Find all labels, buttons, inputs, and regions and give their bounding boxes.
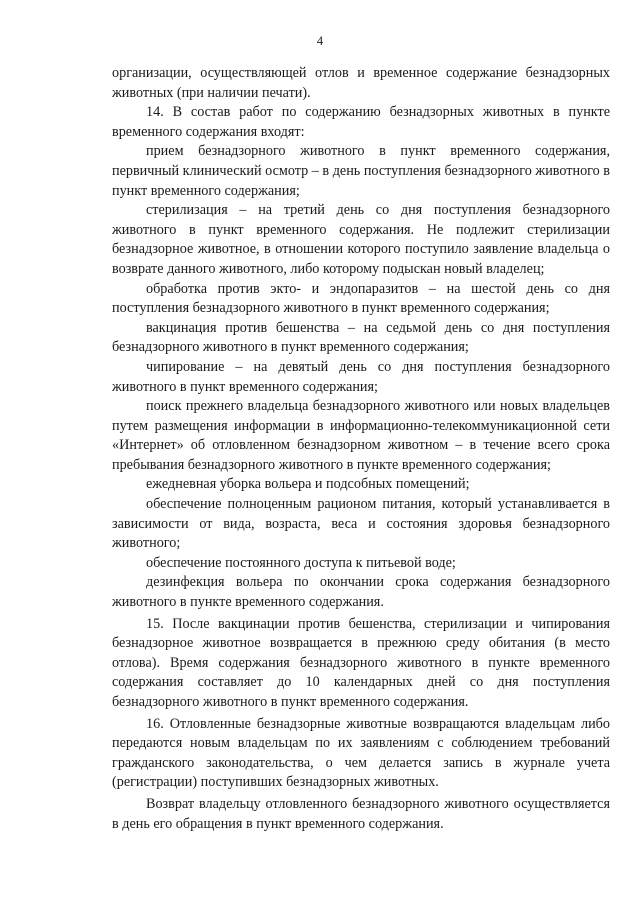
list-item-sterilization: стерилизация – на третий день со дня поступления безнадзорного животного в пункт временного содержания. Не подлежит стерилизации безнадзорное животное, в отношении которого поступило заявление владельца о возврате данного животного, либо которому подыскан новый владелец;	[112, 202, 610, 277]
list-item-water: обеспечение постоянного доступа к питьевой воде;	[146, 554, 456, 571]
list-item-owner-search: поиск прежнего владельца безнадзорного животного или новых владельцев путем размещения информации в информационно-телекоммуникационной сети «Интернет» об отловленном безнадзорном животном – в течение всего срока пребывания безнадзорного животного в пункте временного содержания;	[112, 398, 610, 473]
paragraph-continuation: организации, осуществляющей отлов и временное содержание безнадзорных животных (при наличии печати).	[112, 65, 610, 101]
paragraph-14: 14. В состав работ по содержанию безнадзорных животных в пункте временного содержания входят:	[112, 104, 610, 140]
list-item-cleaning: ежедневная уборка вольера и подсобных помещений;	[146, 476, 470, 493]
paragraph-15: 15. После вакцинации против бешенства, стерилизации и чипирования безнадзорное животное возвращается в прежнюю среду обитания (в место отлова). Время содержания безнадзорного животного в пункте временного содержания составляет до 10 календарных дней со дня поступления безнадзорного животного в пункт временного содержания.	[112, 615, 610, 710]
document-body	[112, 64, 610, 834]
paragraph-16: 16. Отловленные безнадзорные животные возвращаются владельцам либо передаются новым владельцам по их заявлениям с соблюдением требований гражданского законодательства, о чем делается запись в журнале учета (регистрации) поступивших безнадзорных животных.	[112, 715, 610, 791]
list-item-feeding: обеспечение полноценным рационом питания, который устанавливается в зависимости от вида, возраста, веса и состояния здоровья безнадзорного животного;	[112, 496, 610, 552]
page-number: 4	[316, 34, 324, 48]
list-item-parasite-treatment: обработка против экто- и эндопаразитов – на шестой день со дня поступления безнадзорного животного в пункт временного содержания;	[112, 280, 610, 317]
paragraph-return: Возврат владельцу отловленного безнадзорного животного осуществляется в день его обращения в пункт временного содержания.	[112, 795, 610, 832]
list-item-rabies-vaccination: вакцинация против бешенства – на седьмой день со дня поступления безнадзорного животного в пункт временного содержания;	[112, 319, 610, 356]
list-item-intake: прием безнадзорного животного в пункт временного содержания, первичный клинический осмотр – в день поступления безнадзорного животного в пункт временного содержания;	[112, 143, 610, 199]
list-item-disinfection: дезинфекция вольера по окончании срока содержания безнадзорного животного в пункте временного содержания.	[112, 574, 610, 611]
list-item-chipping: чипирование – на девятый день со дня поступления безнадзорного животного в пункт временного содержания;	[112, 358, 610, 395]
